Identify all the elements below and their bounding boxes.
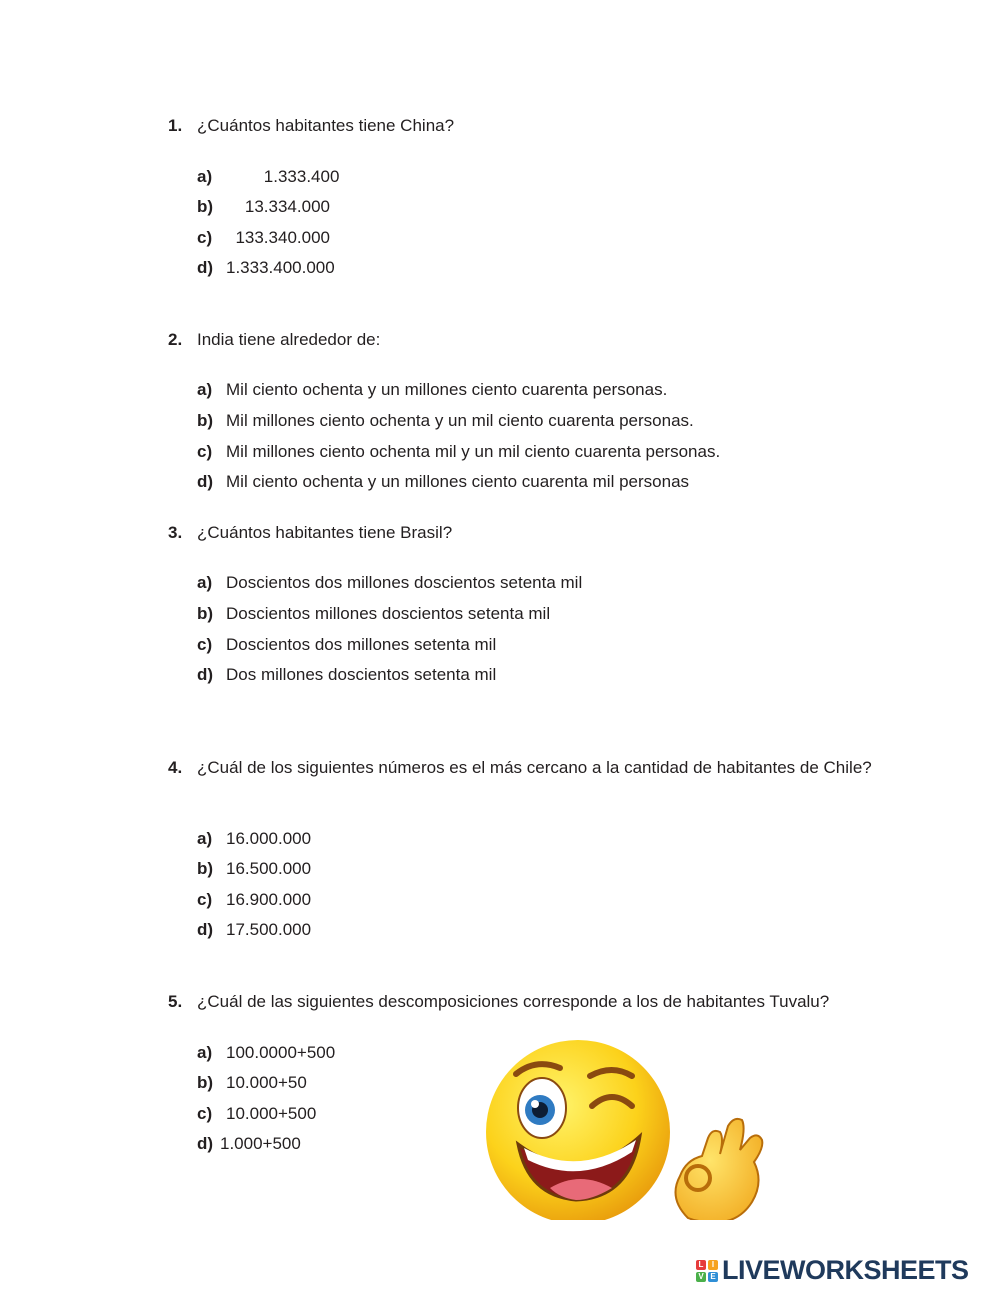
option-letter: d) — [197, 258, 214, 277]
option-letter: c) — [197, 442, 213, 461]
option-text: Dos millones doscientos setenta mil — [226, 665, 497, 684]
option-5c[interactable] — [197, 1104, 316, 1124]
option-letter: b) — [197, 197, 214, 216]
option-text: 100.0000+500 — [226, 1043, 336, 1062]
option-text: 16.500.000 — [226, 859, 312, 878]
option-1c[interactable] — [197, 228, 330, 248]
option-letter: d) — [197, 920, 214, 939]
option-4a[interactable] — [197, 829, 311, 849]
liveworksheets-logo — [696, 1256, 996, 1284]
option-1d[interactable] — [197, 258, 335, 278]
option-3a[interactable] — [197, 573, 582, 593]
option-letter: c) — [197, 228, 213, 247]
option-text: 1.000+500 — [220, 1134, 301, 1153]
option-text: Mil millones ciento ochenta mil y un mil ciento cuarenta personas. — [226, 442, 721, 461]
option-text: Doscientos dos millones doscientos setenta mil — [226, 573, 583, 592]
question-text: ¿Cuál de los siguientes números es el más cercano a la cantidad de habitantes de Chile? — [197, 758, 872, 777]
option-letter: b) — [197, 1073, 214, 1092]
option-letter: d) — [197, 1134, 214, 1153]
logo-cell: I — [708, 1260, 718, 1270]
option-letter: d) — [197, 472, 214, 491]
option-letter: a) — [197, 167, 213, 186]
question-text: ¿Cuál de las siguientes descomposiciones corresponde a los de habitantes Tuvalu? — [197, 992, 830, 1011]
option-text: 16.900.000 — [226, 890, 312, 909]
option-letter: b) — [197, 859, 214, 878]
option-text: Mil ciento ochenta y un millones ciento cuarenta mil personas — [226, 472, 690, 491]
option-letter: a) — [197, 380, 213, 399]
option-5d[interactable] — [197, 1134, 301, 1154]
winking-emoji-icon — [480, 1040, 772, 1220]
option-text: 17.500.000 — [226, 920, 312, 939]
option-1a[interactable] — [197, 167, 339, 187]
option-4c[interactable] — [197, 890, 311, 910]
option-5a[interactable] — [197, 1043, 335, 1063]
question-text: ¿Cuántos habitantes tiene China? — [197, 116, 455, 135]
option-5b[interactable] — [197, 1073, 307, 1093]
option-letter: d) — [197, 665, 214, 684]
option-text: 16.000.000 — [226, 829, 312, 848]
option-3c[interactable] — [197, 635, 496, 655]
option-2a[interactable] — [197, 380, 667, 400]
option-4b[interactable] — [197, 859, 311, 879]
question-text: ¿Cuántos habitantes tiene Brasil? — [197, 523, 453, 542]
logo-cell: E — [708, 1272, 718, 1282]
option-text: 10.000+500 — [226, 1104, 317, 1123]
option-text: 133.340.000 — [226, 228, 330, 247]
option-3d[interactable] — [197, 665, 496, 685]
question-number: 5. — [168, 992, 183, 1011]
logo-cell: V — [696, 1272, 706, 1282]
question-number: 4. — [168, 758, 183, 777]
option-text: 1.333.400 — [226, 167, 340, 186]
question-number: 1. — [168, 116, 183, 135]
question-number: 2. — [168, 330, 183, 349]
option-letter: c) — [197, 890, 213, 909]
option-text: 13.334.000 — [226, 197, 330, 216]
option-letter: c) — [197, 635, 213, 654]
option-1b[interactable] — [197, 197, 330, 217]
option-letter: b) — [197, 411, 214, 430]
question-number: 3. — [168, 523, 183, 542]
option-2b[interactable] — [197, 411, 694, 431]
option-letter: a) — [197, 1043, 213, 1062]
question-text: India tiene alrededor de: — [197, 330, 381, 349]
option-3b[interactable] — [197, 604, 550, 624]
option-letter: a) — [197, 573, 213, 592]
option-text: Mil ciento ochenta y un millones ciento cuarenta personas. — [226, 380, 668, 399]
option-letter: c) — [197, 1104, 213, 1123]
logo-cell: L — [696, 1260, 706, 1270]
option-2d[interactable] — [197, 472, 689, 492]
logo-text: LIVEWORKSHEETS — [722, 1255, 969, 1285]
option-letter: b) — [197, 604, 214, 623]
option-2c[interactable] — [197, 442, 720, 462]
logo-grid-icon — [696, 1260, 718, 1282]
option-text: 10.000+50 — [226, 1073, 307, 1092]
option-text: Doscientos millones doscientos setenta mil — [226, 604, 551, 623]
option-text: Doscientos dos millones setenta mil — [226, 635, 497, 654]
option-text: 1.333.400.000 — [226, 258, 335, 277]
option-letter: a) — [197, 829, 213, 848]
option-text: Mil millones ciento ochenta y un mil ciento cuarenta personas. — [226, 411, 694, 430]
option-4d[interactable] — [197, 920, 311, 940]
